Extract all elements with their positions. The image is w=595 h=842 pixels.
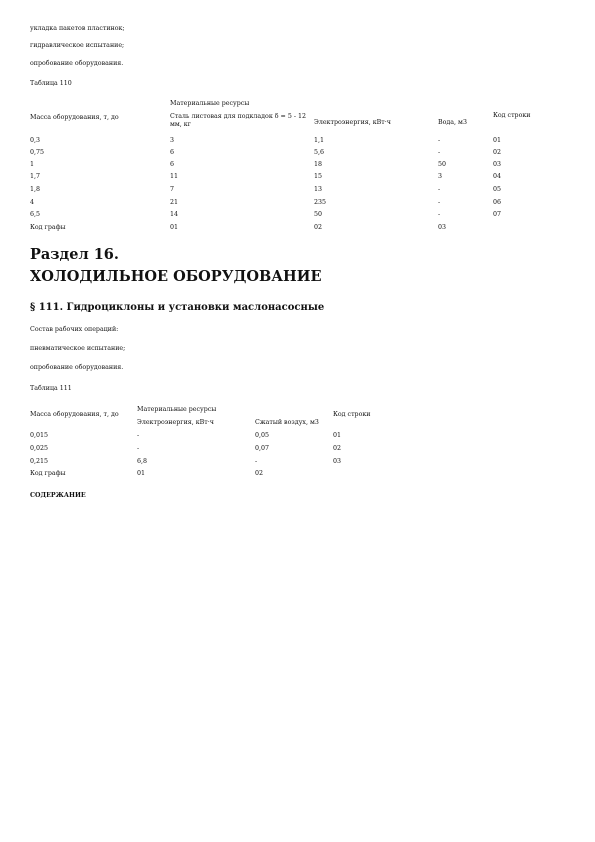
table-cell: 05 [493,186,502,193]
table-caption: Таблица 110 [30,80,72,87]
table-header: Сталь листовая для подкладок δ = 5 - 12 мм, кг [170,113,306,128]
table-cell: 18 [314,161,323,168]
table-cell: 0,05 [255,432,270,439]
paragraph-title: § 111. Гидроциклоны и установки маслонасосные [30,302,325,313]
table-caption: Таблица 111 [30,385,72,392]
table-cell: 1,7 [30,173,41,180]
table-cell: - [438,137,441,144]
operation-line: Состав рабочих операций: [30,326,119,333]
table-cell: 03 [493,161,502,168]
table-cell: 50 [314,211,323,218]
table-header: Электроэнергия, кВт·ч [314,119,391,126]
table-header: Масса оборудования, т, до [30,114,119,121]
table-cell: 50 [438,161,447,168]
table-cell: 02 [333,445,342,452]
table-header: Код строки [493,112,531,119]
table-header: Вода, м3 [438,119,467,126]
table-cell: - [438,186,441,193]
table-cell: 02 [314,224,323,231]
table-cell: 15 [314,173,323,180]
operation-line: опробование оборудования. [30,60,124,67]
table-cell: 11 [170,173,179,180]
operation-line: пневматическое испытание; [30,345,126,352]
table-cell: - [255,458,258,465]
table-cell: 01 [333,432,342,439]
operation-line: укладка пакетов пластинок; [30,25,125,32]
table-cell: 3 [438,173,443,180]
table-header: Код строки [333,411,371,418]
section-subtitle: ХОЛОДИЛЬНОЕ ОБОРУДОВАНИЕ [30,268,322,285]
table-cell: 1,8 [30,186,41,193]
table-cell: 4 [30,199,35,206]
operation-line: опробование оборудования. [30,364,124,371]
table-cell: 3 [170,137,175,144]
table-cell: 04 [493,173,502,180]
table-header: Сжатый воздух, м3 [255,419,319,426]
table-cell: 21 [170,199,179,206]
table-cell: 6 [170,149,175,156]
contents-heading: СОДЕРЖАНИЕ [30,492,86,499]
table-cell: - [137,445,140,452]
table-cell: 0,07 [255,445,270,452]
table-cell: Код графы [30,224,66,231]
table-header: Масса оборудования, т, до [30,411,119,418]
table-cell: 13 [314,186,323,193]
table-cell: 02 [255,470,264,477]
table-group-header: Материальные ресурсы [170,100,250,107]
table-cell: 01 [170,224,179,231]
table-cell: - [438,199,441,206]
table-cell: 14 [170,211,179,218]
table-cell: 01 [137,470,146,477]
table-cell: - [137,432,140,439]
table-cell: 6 [170,161,175,168]
table-cell: 0,015 [30,432,49,439]
table-cell: - [438,149,441,156]
table-cell: 0,75 [30,149,45,156]
table-cell: 0,025 [30,445,49,452]
table-cell: 03 [438,224,447,231]
table-cell: 6,5 [30,211,41,218]
table-cell: 6,8 [137,458,148,465]
table-cell: 1,1 [314,137,325,144]
operation-line: гидравлическое испытание; [30,42,125,49]
table-cell: 07 [493,211,502,218]
table-cell: - [438,211,441,218]
table-cell: 06 [493,199,502,206]
table-cell: 0,3 [30,137,41,144]
section-title: Раздел 16. [30,246,119,263]
table-cell: 1 [30,161,35,168]
table-cell: 02 [493,149,502,156]
table-cell: 5,6 [314,149,325,156]
table-cell: 01 [493,137,502,144]
table-cell: 7 [170,186,175,193]
table-cell: 03 [333,458,342,465]
table-cell: Код графы [30,470,66,477]
table-group-header: Материальные ресурсы [137,406,217,413]
table-cell: 235 [314,199,327,206]
table-header: Электроэнергия, кВт·ч [137,419,214,426]
table-cell: 0,215 [30,458,49,465]
